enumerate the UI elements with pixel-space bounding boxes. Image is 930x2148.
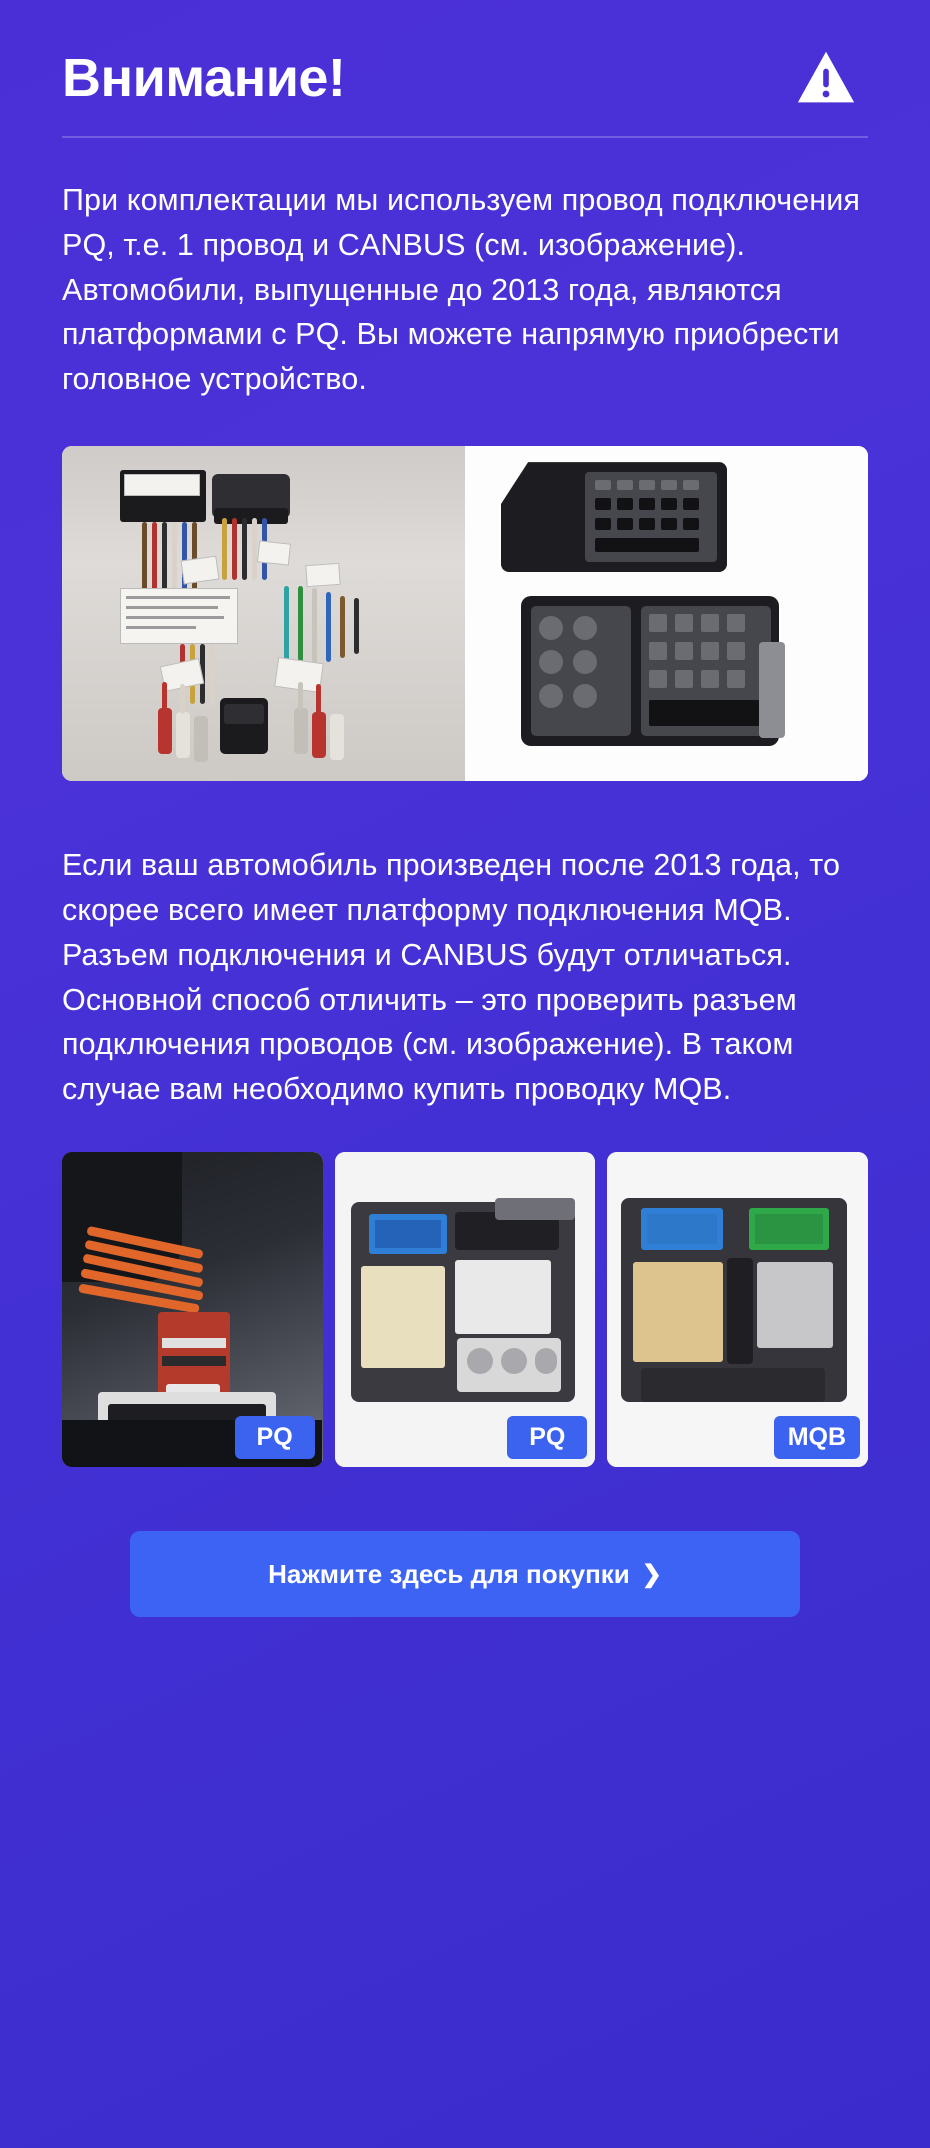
header-divider <box>62 136 868 138</box>
image-badge: PQ <box>507 1416 587 1460</box>
image-badge: MQB <box>774 1416 860 1460</box>
pq-connector-photo <box>335 1152 596 1467</box>
cta-container <box>62 1531 868 1677</box>
paragraph-pq-info: При комплектации мы используем провод подключения PQ, т.е. 1 провод и CANBUS (см. изображение). Автомобили, выпущенные до 2013 года, являются платформами с PQ. Вы можете напрямую приобрести головное устройство. <box>62 183 860 397</box>
buy-now-button[interactable] <box>130 1531 800 1617</box>
paragraph-mqb-info: Если ваш автомобиль произведен после 2013 года, то скорее всего имеет платформу подключения MQB. Разъем подключения и CANBUS будут отличаться. Основной способ отличить – это проверить разъем подключения проводов (см. изображение). В таком случае вам необходимо купить проводку MQB. <box>62 848 841 1107</box>
gallery-top <box>62 446 868 781</box>
page-header <box>62 0 868 136</box>
gallery-bottom <box>62 1152 868 1467</box>
wiring-harness-photo <box>62 446 465 781</box>
chevron-right-icon: ❯ <box>641 1560 662 1588</box>
buy-now-label: Нажмите здесь для покупки <box>268 1558 630 1589</box>
promo-page <box>62 0 868 1677</box>
mqb-connector-photo <box>607 1152 868 1467</box>
car-connector-in-hand-photo <box>62 1152 323 1467</box>
image-badge: PQ <box>235 1416 315 1460</box>
page-title: Внимание! <box>62 47 346 108</box>
warning-triangle-icon <box>796 48 868 108</box>
connector-photo <box>465 446 868 781</box>
